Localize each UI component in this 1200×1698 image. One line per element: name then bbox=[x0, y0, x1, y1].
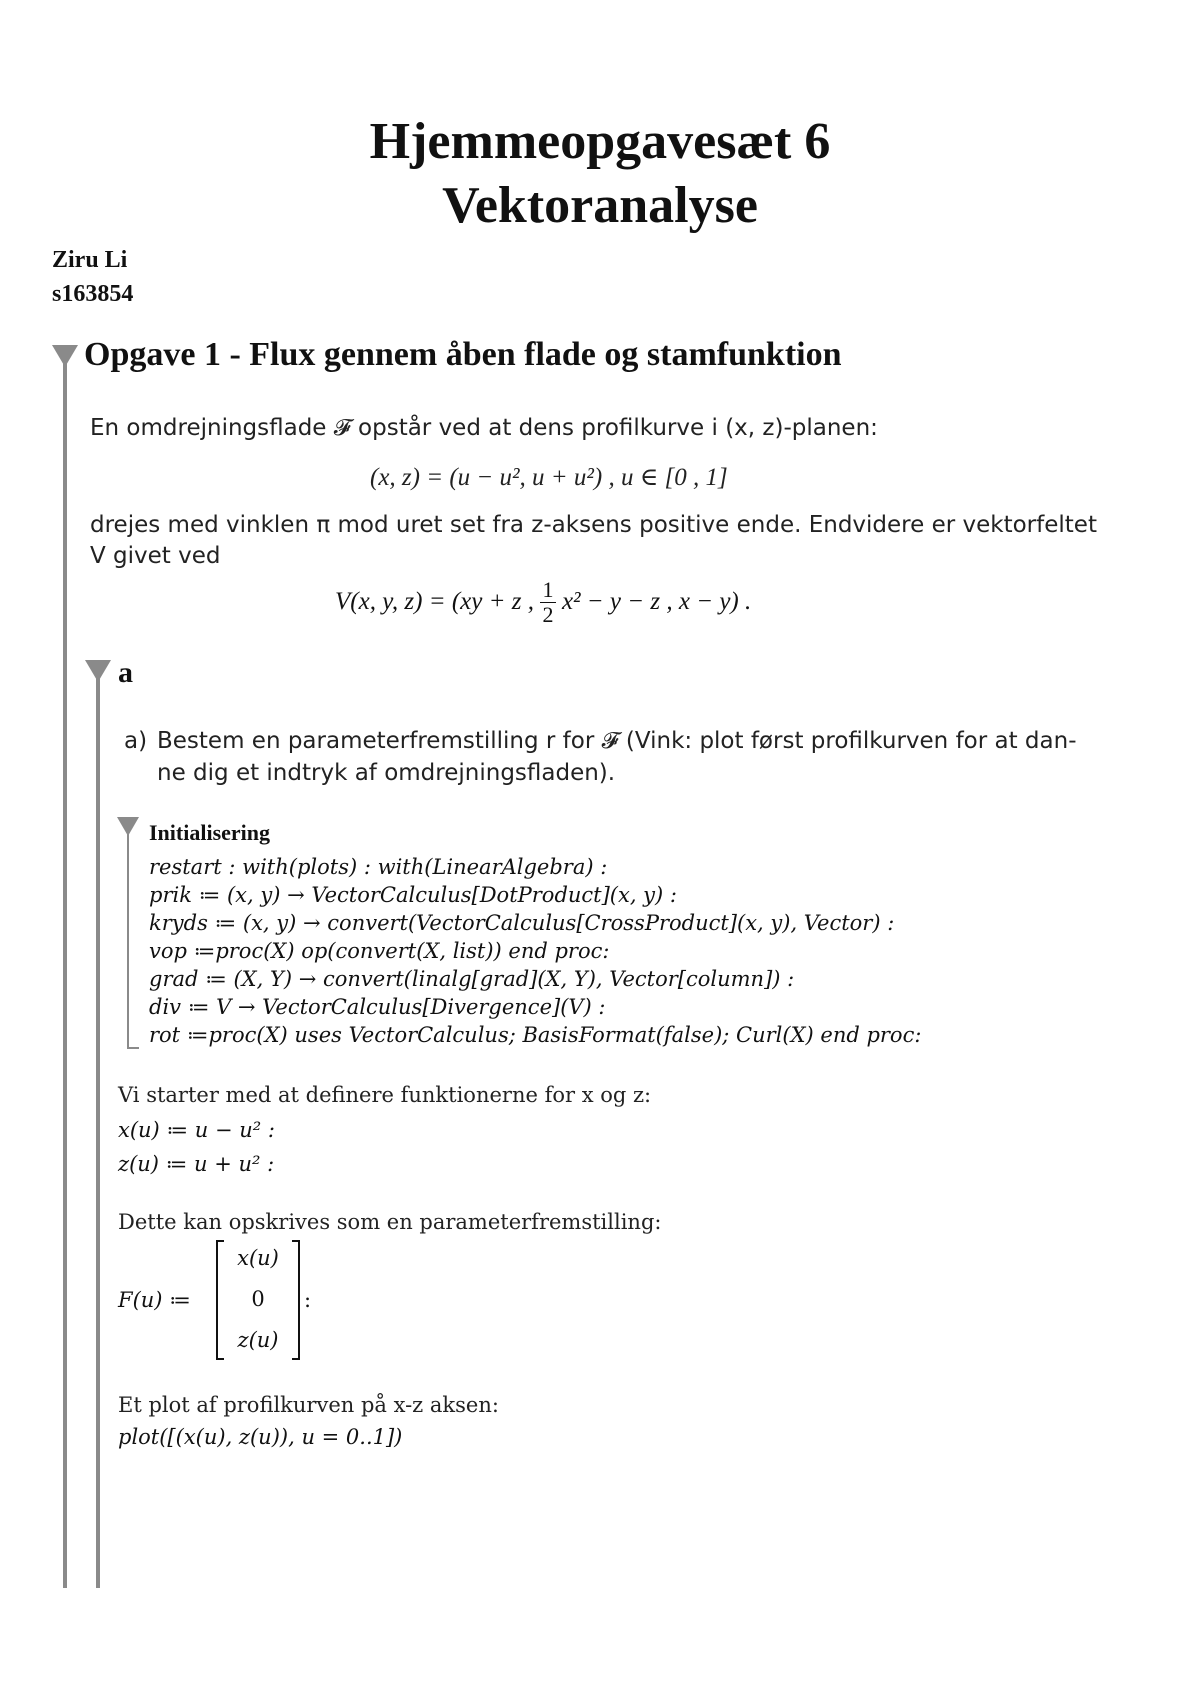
column-vector-F[interactable] bbox=[216, 1240, 300, 1360]
init-bracket-foot bbox=[127, 1047, 139, 1049]
code-line-kryds[interactable]: kryds ≔ (x, y) → convert(VectorCalculus[CrossProduct](x, y), Vector) : bbox=[149, 911, 895, 935]
code-line-rot[interactable]: rot ≔proc(X) uses VectorCalculus; BasisFormat(false); Curl(X) end proc: bbox=[149, 1023, 922, 1047]
subsection-heading: a bbox=[118, 656, 133, 689]
author-id: s163854 bbox=[52, 281, 134, 307]
vector-entry-zero: 0 bbox=[251, 1287, 265, 1311]
text-plot-caption: Et plot af profilkurven på x-z aksen: bbox=[118, 1393, 499, 1417]
vector-entry-x: x(u) bbox=[237, 1246, 279, 1270]
code-line-div[interactable]: div ≔ V → VectorCalculus[Divergence](V) : bbox=[149, 995, 606, 1019]
math-F-label[interactable]: F(u) ≔ bbox=[118, 1288, 191, 1312]
math-F-suffix: : bbox=[304, 1288, 312, 1312]
author-name: Ziru Li bbox=[52, 247, 128, 273]
code-line-vop[interactable]: vop ≔proc(X) op(convert(X, list)) end proc: bbox=[149, 939, 610, 963]
section-heading: Opgave 1 - Flux gennem åben flade og stamfunktion bbox=[84, 336, 842, 373]
code-plot-command[interactable]: plot([(x(u), z(u)), u = 0..1]) bbox=[118, 1425, 403, 1449]
document-title-line2: Vektoranalyse bbox=[442, 177, 758, 234]
init-bracket-line bbox=[127, 832, 129, 1049]
vector-field-equation bbox=[335, 572, 751, 632]
subsection-fold-bar[interactable] bbox=[96, 678, 100, 1588]
math-def-x[interactable]: x(u) ≔ u − u² : bbox=[118, 1118, 275, 1142]
vector-entry-z: z(u) bbox=[237, 1328, 279, 1352]
problem-text-line2: V givet ved bbox=[90, 543, 221, 569]
text-define-functions: Vi starter med at definere funktionerne for x og z: bbox=[118, 1083, 652, 1107]
profile-equation: (x, z) = (u − u², u + u²) , u ∈ [0 , 1] bbox=[370, 464, 728, 491]
fraction-numerator: 1 bbox=[542, 576, 554, 602]
math-def-z[interactable]: z(u) ≔ u + u² : bbox=[118, 1152, 275, 1176]
section-fold-bar[interactable] bbox=[63, 362, 67, 1588]
bracket-tl bbox=[216, 1240, 224, 1242]
bracket-bl bbox=[216, 1358, 224, 1360]
task-text-line1: Bestem en parameterfremstilling r for 𝓕 (Vink: plot først profilkurven for at dan- bbox=[157, 728, 1077, 754]
init-heading: Initialisering bbox=[149, 820, 271, 845]
fraction-one-half bbox=[540, 578, 556, 627]
bracket-tr bbox=[292, 1240, 300, 1242]
code-line-prik[interactable]: prik ≔ (x, y) → VectorCalculus[DotProduct](x, y) : bbox=[149, 883, 677, 907]
problem-intro: En omdrejningsflade 𝓕 opstår ved at dens profilkurve i (x, z)-planen: bbox=[90, 415, 878, 441]
problem-text-line1: drejes med vinklen π mod uret set fra z-aksens positive ende. Endvidere er vektorfeltet bbox=[90, 512, 1097, 538]
document-title-line1: Hjemmeopgavesæt 6 bbox=[369, 113, 831, 170]
code-line-restart[interactable]: restart : with(plots) : with(LinearAlgebra) : bbox=[149, 855, 608, 879]
task-label: a) bbox=[124, 728, 148, 754]
code-line-grad[interactable]: grad ≔ (X, Y) → convert(linalg[grad](X, Y), Vector[column]) : bbox=[149, 967, 795, 991]
task-text-line2: ne dig et indtryk af omdrejningsfladen). bbox=[157, 760, 616, 786]
bracket-br bbox=[292, 1358, 300, 1360]
vector-field-equation-right: x² − y − z , x − y) . bbox=[561, 588, 752, 615]
vector-field-equation-left: V(x, y, z) = (xy + z , bbox=[335, 588, 534, 615]
text-parameterization: Dette kan opskrives som en parameterfremstilling: bbox=[118, 1210, 662, 1234]
fraction-denominator: 2 bbox=[540, 602, 556, 627]
